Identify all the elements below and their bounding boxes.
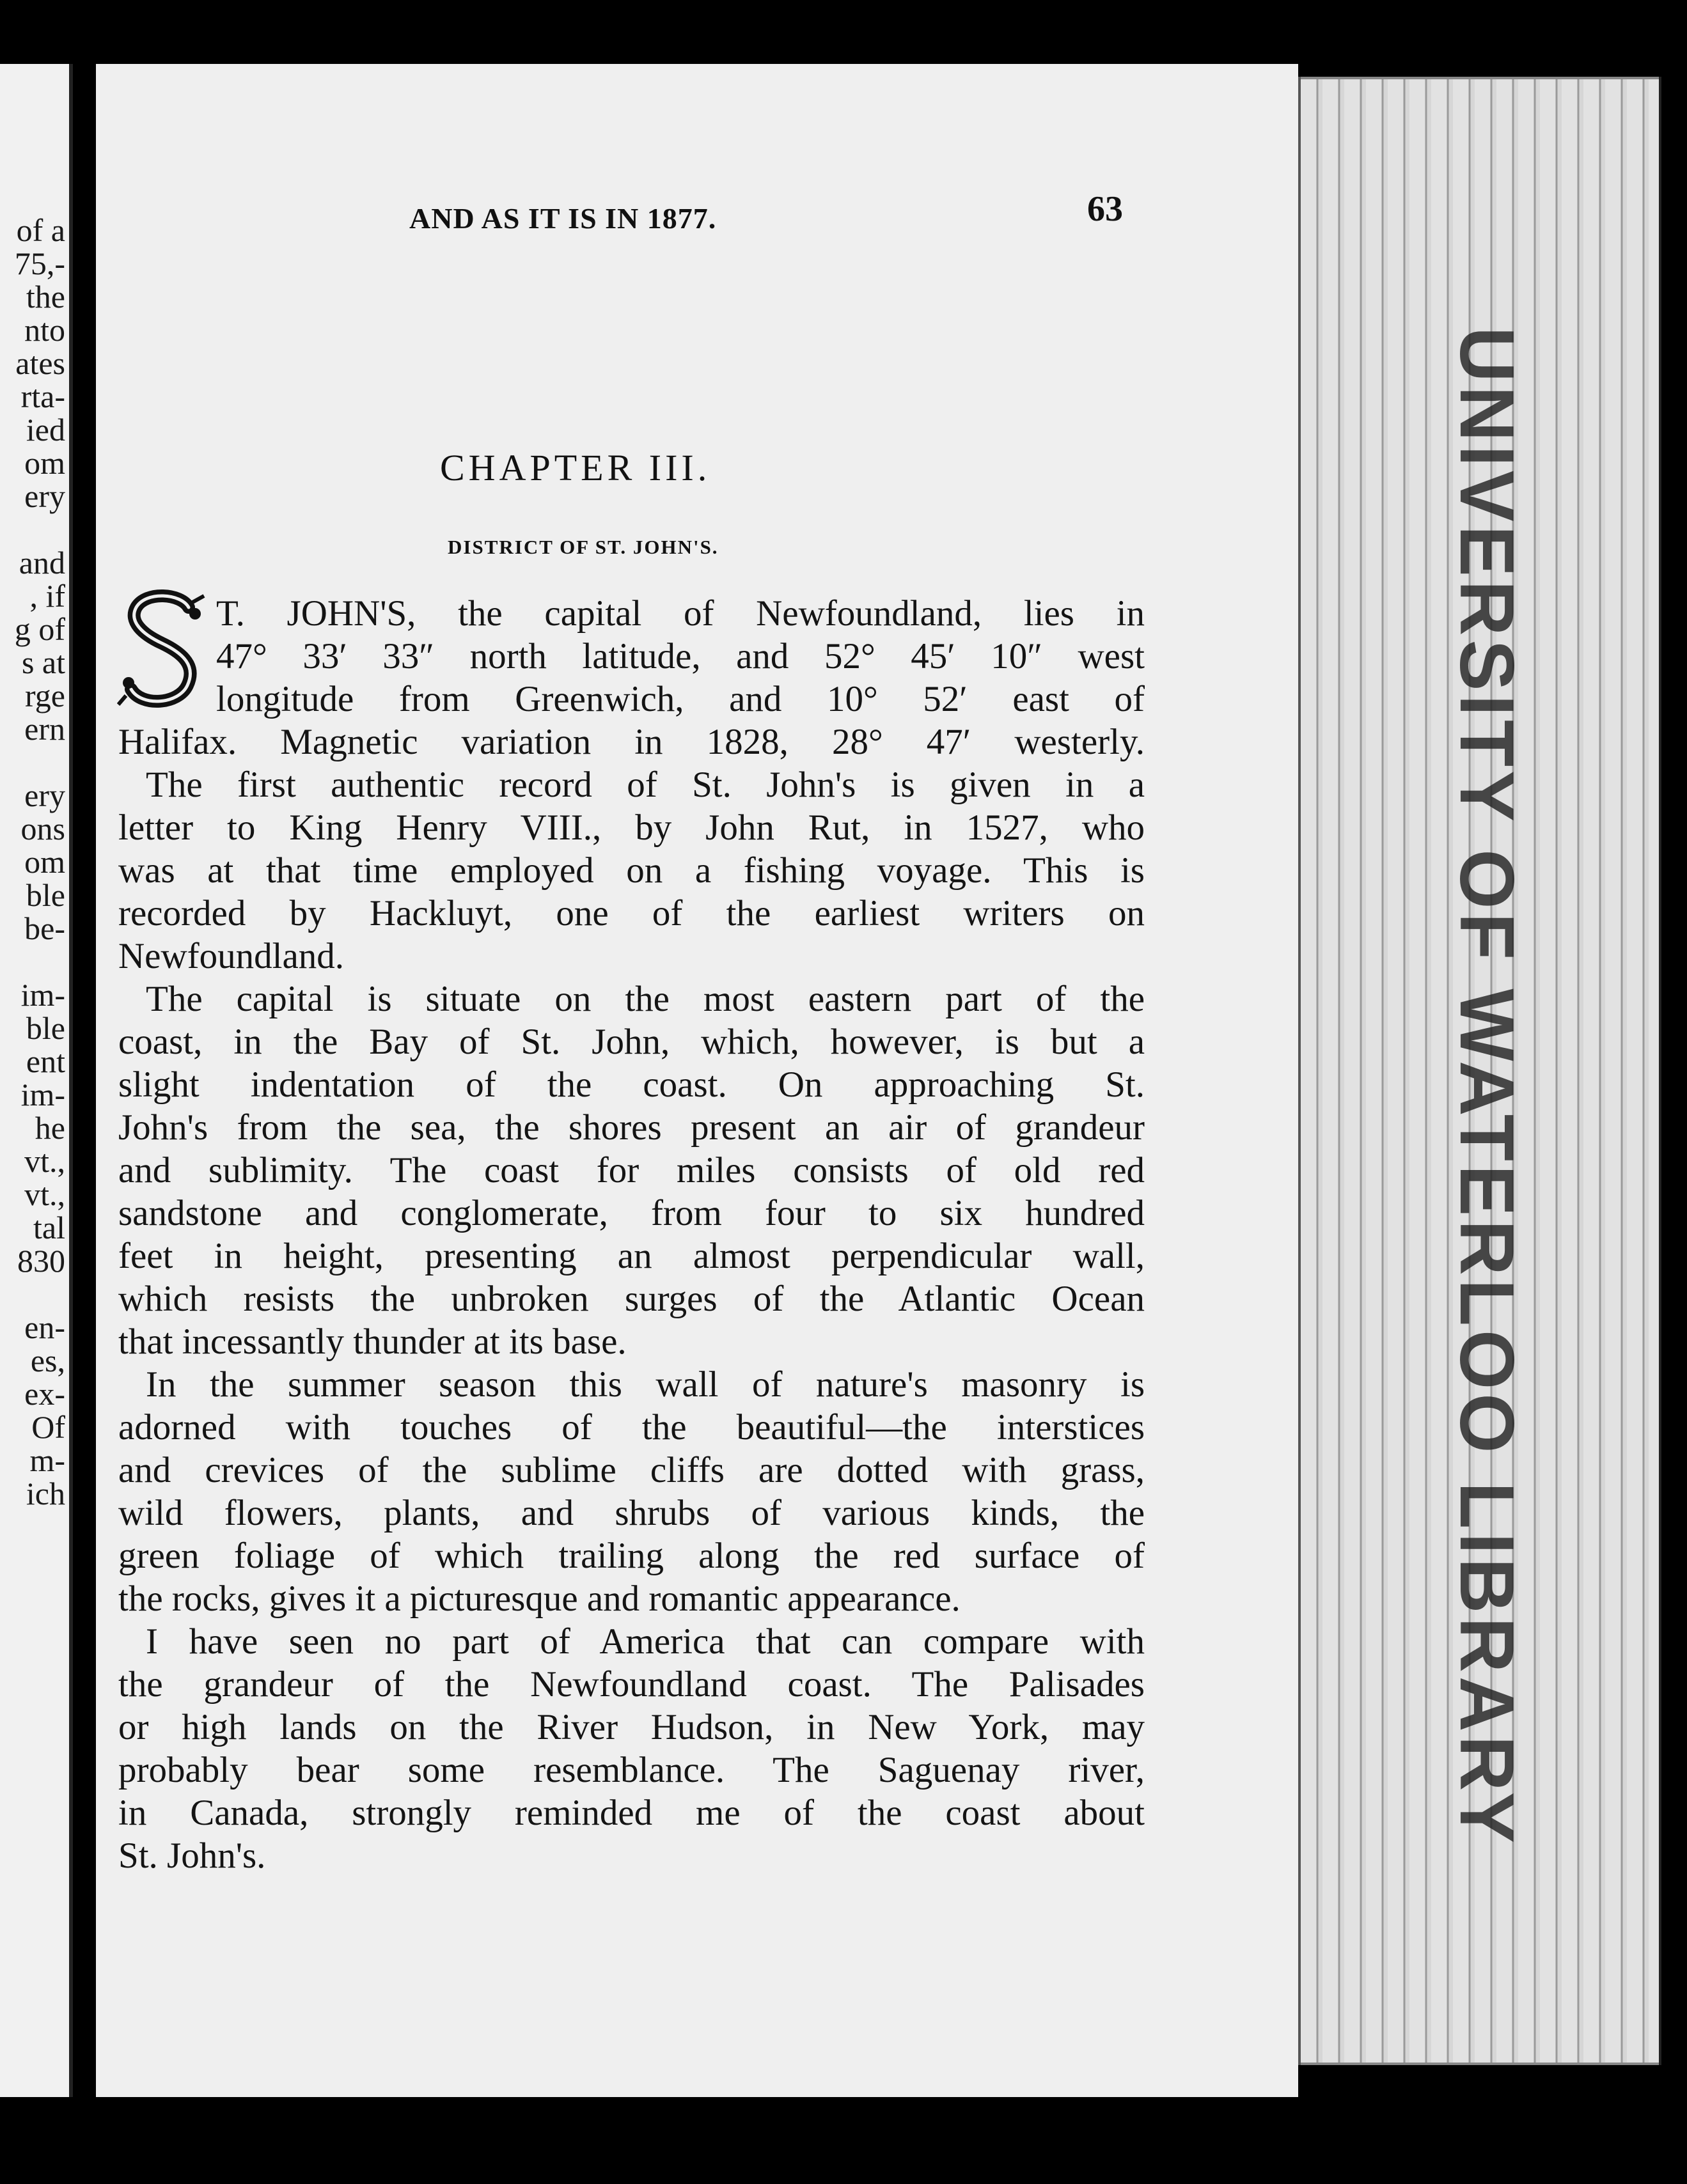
left-page-line: he	[35, 1110, 65, 1146]
left-page-line: om	[24, 445, 65, 481]
body-line: Newfoundland.	[118, 936, 344, 976]
body-line: longitude from Greenwich, and 10° 52′ east of	[216, 679, 1145, 719]
left-page-line: nto	[24, 312, 65, 348]
left-page-line: ery	[24, 777, 65, 813]
body-line: in Canada, strongly reminded me of the coast about	[118, 1793, 1145, 1833]
left-page-line: rge	[25, 678, 65, 714]
left-page-line: Of	[31, 1409, 65, 1445]
body-line: T. JOHN'S, the capital of Newfoundland, lies in	[216, 593, 1145, 634]
section-title: DISTRICT OF ST. JOHN'S.	[448, 536, 719, 558]
left-page-line: im-	[20, 977, 65, 1013]
body-line: The first authentic record of St. John's is given in a	[146, 765, 1145, 805]
left-page-line: rta-	[20, 378, 65, 414]
left-page-line: im-	[20, 1077, 65, 1112]
left-page-line: ern	[24, 711, 65, 747]
body-line: probably bear some resemblance. The Saguenay river,	[118, 1750, 1145, 1790]
left-page-line: and	[19, 545, 65, 581]
left-page-line: the	[26, 279, 65, 315]
body-line: the grandeur of the Newfoundland coast. The Palisades	[118, 1664, 1145, 1704]
body-line: and crevices of the sublime cliffs are dotted with grass,	[118, 1450, 1145, 1490]
left-page-line: ich	[26, 1476, 65, 1511]
body-line: and sublimity. The coast for miles consists of old red	[118, 1150, 1145, 1190]
previous-page-fragment	[0, 64, 73, 2097]
body-line: I have seen no part of America that can compare with	[146, 1621, 1145, 1662]
left-page-line: m-	[29, 1442, 65, 1478]
body-line: adorned with touches of the beautiful—the interstices	[118, 1407, 1145, 1447]
body-line: John's from the sea, the shores present an air of grandeur	[118, 1107, 1145, 1148]
left-page-line: ons	[20, 811, 65, 846]
body-line: wild flowers, plants, and shrubs of various kinds, the	[118, 1493, 1145, 1533]
left-page-line: ble	[26, 1010, 65, 1046]
left-page-line: s at	[21, 644, 65, 680]
body-line: St. John's.	[118, 1836, 266, 1876]
body-line: coast, in the Bay of St. John, which, however, is but a	[118, 1022, 1145, 1062]
body-line: 47° 33′ 33″ north latitude, and 52° 45′ 10″ west	[216, 636, 1145, 676]
body-line: which resists the unbroken surges of the Atlantic Ocean	[118, 1279, 1145, 1319]
left-page-line: es,	[30, 1343, 65, 1378]
left-page-line: en-	[24, 1309, 65, 1345]
body-line: The capital is situate on the most eastern part of the	[146, 979, 1145, 1019]
left-page-line: 75,-	[14, 246, 65, 281]
body-line: that incessantly thunder at its base.	[118, 1322, 627, 1362]
left-page-line: ble	[26, 877, 65, 913]
left-page-line: of a	[16, 212, 65, 248]
left-page-line: tal	[33, 1210, 65, 1245]
body-line: recorded by Hackluyt, one of the earliest writers on	[118, 893, 1145, 933]
left-page-line: 830	[17, 1243, 65, 1279]
left-page-line: vt.,	[24, 1176, 65, 1212]
chapter-title: CHAPTER III.	[440, 447, 711, 488]
body-line: or high lands on the River Hudson, in New York, may	[118, 1707, 1145, 1747]
left-page-line: ent	[26, 1043, 65, 1079]
left-page-line: be-	[24, 910, 65, 946]
library-stamp-text: UNIVERSITY OF WATERLOO LIBRARY	[1444, 327, 1530, 1847]
running-header: AND AS IT IS IN 1877.	[409, 202, 717, 235]
body-line: was at that time employed on a fishing voyage. This is	[118, 850, 1145, 891]
left-page-line: , if	[29, 578, 65, 614]
page-number: 63	[1087, 189, 1123, 229]
left-page-line: ex-	[24, 1376, 65, 1412]
body-line: green foliage of which trailing along the red surface of	[118, 1536, 1145, 1576]
body-line: Halifax. Magnetic variation in 1828, 28° 47′ westerly.	[118, 722, 1145, 762]
body-line: feet in height, presenting an almost perpendicular wall,	[118, 1236, 1145, 1276]
left-page-line: om	[24, 844, 65, 880]
left-page-line: ates	[15, 345, 65, 381]
body-line: In the summer season this wall of nature's masonry is	[146, 1364, 1145, 1405]
left-page-line: ery	[24, 478, 65, 514]
left-page-line: vt.,	[24, 1143, 65, 1179]
left-page-line: ied	[26, 412, 65, 448]
body-line: letter to King Henry VIII., by John Rut, in 1527, who	[118, 807, 1145, 848]
body-line: the rocks, gives it a picturesque and romantic appearance.	[118, 1579, 961, 1619]
ornamental-initial-s	[117, 588, 210, 713]
body-line: slight indentation of the coast. On approaching St.	[118, 1065, 1145, 1105]
body-line: sandstone and conglomerate, from four to six hundred	[118, 1193, 1145, 1233]
left-page-line: g of	[14, 611, 65, 647]
